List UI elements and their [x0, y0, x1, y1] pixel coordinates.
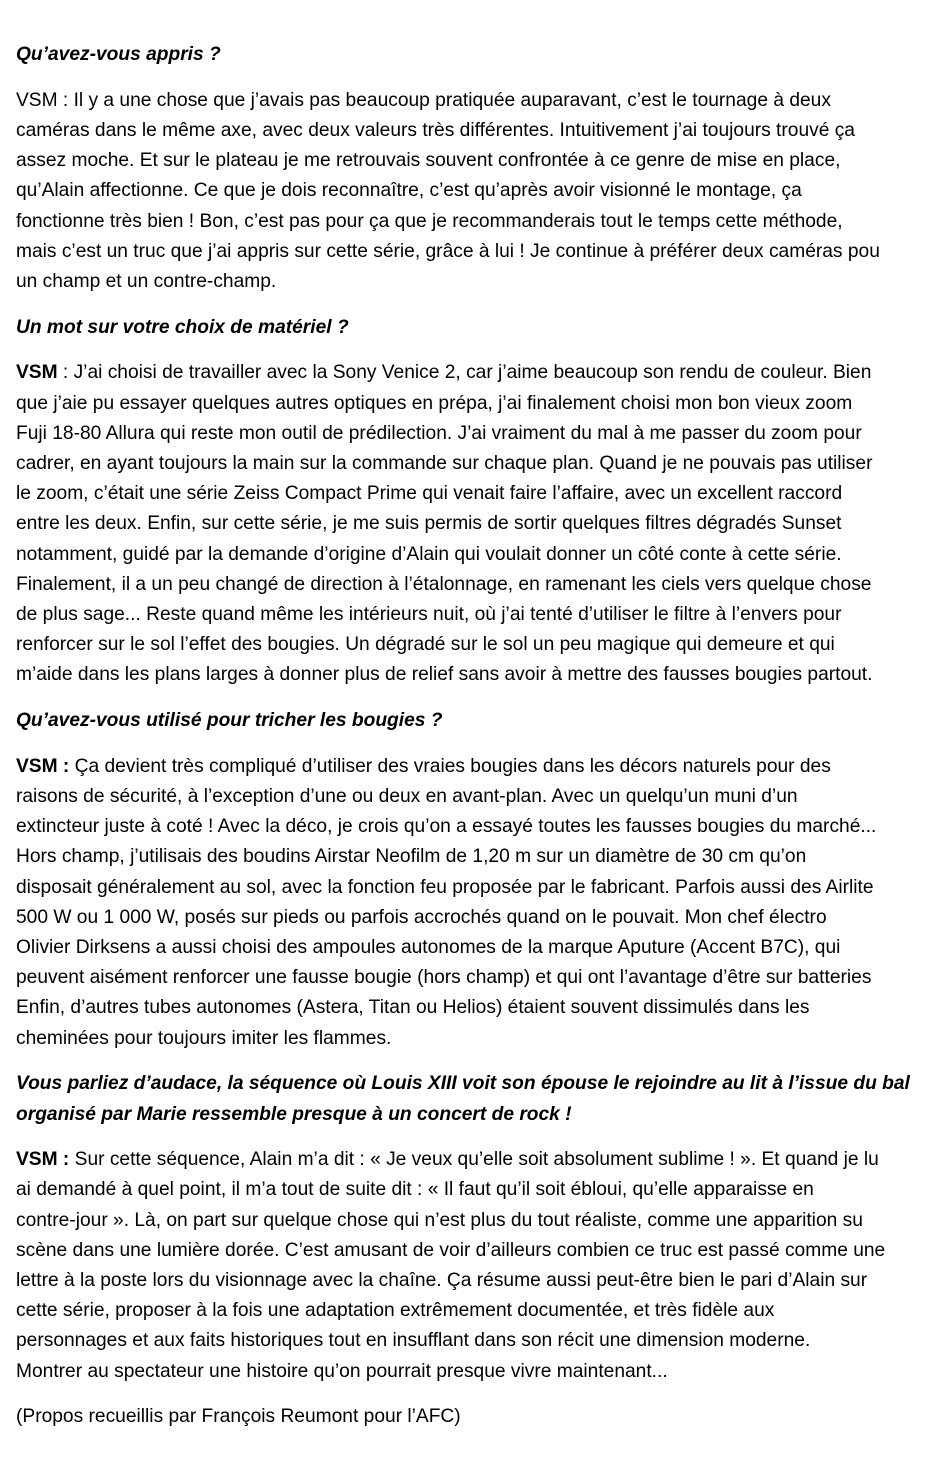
paragraph-line: [16, 1145, 946, 1175]
answer-paragraph: [16, 358, 946, 690]
article-body: [16, 40, 946, 1433]
paragraph-line: fonctionne très bien ! Bon, c’est pas pour ça que je recommanderais tout le temps cette méthode,: [16, 210, 843, 232]
question-heading: Qu’avez-vous appris ?: [16, 44, 221, 65]
paragraph-line: notamment, guidé par la demande d’origine d’Alain qui voulait donner un côté conte à cette série.: [16, 543, 842, 565]
paragraph-line: ai demandé à quel point, il m’a tout de suite dit : « Il faut qu’il soit ébloui, qu’elle apparaisse en: [16, 1179, 814, 1201]
paragraph-line: disposait généralement au sol, avec la fonction feu proposée par le fabricant. Parfois aussi des Airlite: [16, 876, 874, 898]
answer-paragraph: [16, 752, 946, 1054]
paragraph-line: Finalement, il a un peu changé de direction à l’étalonnage, en ramenant les ciels vers quelque chose: [16, 573, 872, 595]
question-heading: Un mot sur votre choix de matériel ?: [16, 316, 349, 338]
answer-paragraph: [16, 86, 946, 297]
paragraph-line: assez moche. Et sur le plateau je me retrouvais souvent confrontée à ce genre de mise en place,: [16, 150, 841, 172]
paragraph-line: caméras dans le même axe, avec deux valeurs très différentes. Intuitivement j’ai toujours trouvé ça: [16, 119, 855, 141]
paragraph-line: renforcer sur le sol l’effet des bougies. Un dégradé sur le sol un peu magique qui demeure et qui: [16, 634, 835, 656]
speaker-label: VSM :: [16, 1149, 70, 1171]
paragraph-line: cette série, proposer à la fois une adaptation extrêmement documentée, et très fidèle aux: [16, 1300, 775, 1322]
paragraph-line: qu’Alain affectionne. Ce que je dois reconnaître, c’est qu’après avoir visionné le montage, ça: [16, 180, 802, 202]
paragraph-line: VSM : Il y a une chose que j’avais pas beaucoup pratiquée auparavant, c’est le tournage à deux: [16, 89, 831, 111]
paragraph-line: de plus sage... Reste quand même les intérieurs nuit, où j’ai tenté d’utiliser le filtre à l’envers pour: [16, 603, 842, 625]
paragraph-line: Montrer au spectateur une histoire qu’on pourrait presque vivre maintenant...: [16, 1360, 668, 1382]
paragraph-line: raisons de sécurité, à l’exception d’une ou deux en avant-plan. Avec un quelqu’un muni d’un: [16, 785, 798, 807]
question-line: Vous parliez d’audace, la séquence où Louis XIII voit son épouse le rejoindre au lit à l’issue du bal: [16, 1073, 910, 1095]
paragraph-line: lettre à la poste lors du visionnage avec la chaîne. Ça résume aussi peut-être bien le pari d’Alain sur: [16, 1270, 868, 1292]
question-heading: Qu’avez-vous utilisé pour tricher les bougies ?: [16, 710, 443, 732]
paragraph-line: contre-jour ». Là, on part sur quelque chose qui n’est plus du tout réaliste, comme une apparition su: [16, 1209, 863, 1231]
paragraph-line: le zoom, c’était une série Zeiss Compact Prime qui venait faire l’affaire, avec un excellent raccord: [16, 483, 843, 505]
speaker-label: VSM: [16, 362, 58, 384]
paragraph-line: cheminées pour toujours imiter les flammes.: [16, 1027, 392, 1049]
paragraph-line: cadrer, en ayant toujours la main sur la commande sur chaque plan. Quand je ne pouvais pas utiliser: [16, 452, 873, 474]
paragraph-line: peuvent aisément renforcer une fausse bougie (hors champ) et qui ont l’avantage d’être sur batteries: [16, 967, 872, 989]
paragraph-text: Sur cette séquence, Alain m’a dit : « Je veux qu’elle soit absolument sublime ! ». Et quand je lu: [69, 1149, 879, 1171]
paragraph-line: Hors champ, j’utilisais des boudins Airstar Neofilm de 1,20 m sur un diamètre de 30 cm qu’on: [16, 846, 807, 868]
answer-paragraph: [16, 1145, 946, 1387]
paragraph-text: : J’ai choisi de travailler avec la Sony Venice 2, car j’aime beaucoup son rendu de couleur. Bien: [57, 362, 872, 384]
question-line: organisé par Marie ressemble presque à un concert de rock !: [16, 1103, 572, 1125]
paragraph-line: 500 W ou 1 000 W, posés sur pieds ou parfois accrochés quand on le pouvait. Mon chef électro: [16, 906, 827, 928]
question-heading: [16, 1069, 946, 1129]
paragraph-line: mais c’est un truc que j’ai appris sur cette série, grâce à lui ! Je continue à préférer deux caméras pou: [16, 240, 880, 262]
paragraph-line: extincteur juste à coté ! Avec la déco, je crois qu’on a essayé toutes les fausses bougies du marché...: [16, 816, 877, 838]
paragraph-line: scène dans une lumière dorée. C’est amusant de voir d’ailleurs combien ce truc est passé comme une: [16, 1239, 886, 1261]
paragraph-line: un champ et un contre-champ.: [16, 270, 277, 292]
speaker-label: VSM :: [16, 755, 70, 777]
paragraph-text: Ça devient très compliqué d’utiliser des vraies bougies dans les décors naturels pour des: [69, 755, 831, 777]
paragraph-line: Enfin, d’autres tubes autonomes (Astera, Titan ou Helios) étaient souvent dissimulés dans les: [16, 997, 810, 1019]
paragraph-line: [16, 358, 946, 388]
paragraph-line: personnages et aux faits historiques tout en insufflant dans son récit une dimension moderne.: [16, 1330, 811, 1352]
paragraph-line: entre les deux. Enfin, sur cette série, je me suis permis de sortir quelques filtres dégradés Sunset: [16, 513, 842, 535]
credit-line: (Propos recueillis par François Reumont pour l’AFC): [16, 1406, 461, 1428]
paragraph-line: que j’aie pu essayer quelques autres optiques en prépa, j’ai finalement choisi mon bon vieux zoom: [16, 392, 853, 414]
paragraph-line: m’aide dans les plans larges à donner plus de relief sans avoir à mettre des fausses bougies partout.: [16, 664, 873, 686]
paragraph-line: [16, 752, 946, 782]
paragraph-line: Fuji 18-80 Allura qui reste mon outil de prédilection. J’ai vraiment du mal à me passer du zoom pour: [16, 422, 862, 444]
paragraph-line: Olivier Dirksens a aussi choisi des ampoules autonomes de la marque Aputure (Accent B7C), qui: [16, 936, 841, 958]
